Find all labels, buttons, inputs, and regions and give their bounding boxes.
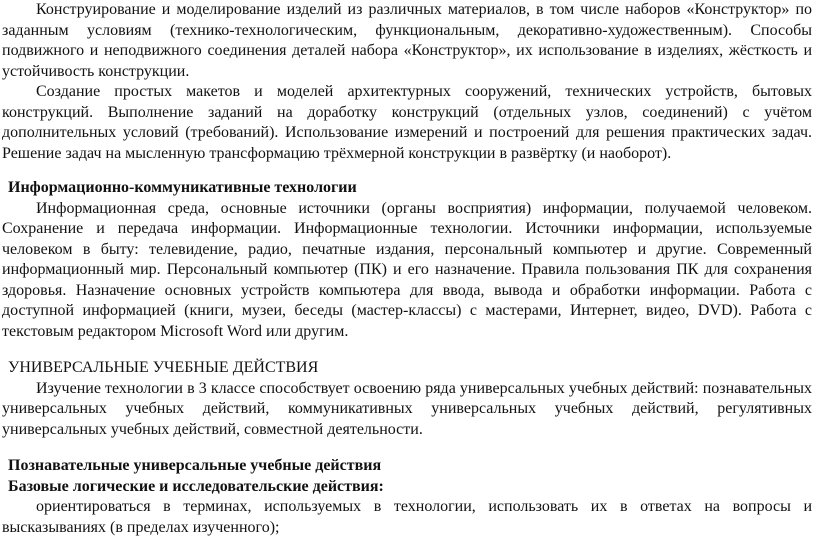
paragraph-information: Информационная среда, основные источники (органы восприятия) информации, получаемой человеком. Сохранение и передача информации. Информационные технологии. Источники информации, используемые человеком в быту: телевидение, радио, печатные издания, персональный компьютер и другие. Современный информационный мир. Персональный компьютер (ПК) и его назначение. Правила пользования ПК для сохранения здоровья. Назначение основных устройств компьютера для ввода, вывода и обработки информации. Работа с доступной информацией (книги, музеи, беседы (мастер-классы) с мастерами, Интернет, видео, DVD). Работа с текстовым редактором Microsoft Word или другим. — [2, 199, 812, 340]
paragraph-terminology: ориентироваться в терминах, используемых в технологии, использовать их в ответах на вопросы и высказываниях (в пределах изученного); — [2, 498, 812, 536]
paragraph-models: Создание простых макетов и моделей архитектурных сооружений, технических устройств, бытовых конструкций. Выполнение заданий на доработку конструкций (отдельных узлов, соединений) с учётом дополнительных условий (требований). Использование измерений и построений для решения практических задач. Решение задач на мысленную трансформацию трёхмерной конструкции в развёртку (и наоборот). — [2, 83, 812, 162]
heading-logical-actions: Базовые логические и исследовательские действия: — [8, 477, 384, 495]
heading-cognitive-actions: Познавательные универсальные учебные действия — [8, 457, 382, 474]
paragraph-universal-actions: Изучение технологии в 3 классе способствует освоению ряда универсальных учебных действий: познавательных универсальных учебных действий, коммуникативных универсальных учебных действий, регулятивных универсальных учебных действий, совместной деятельности. — [2, 379, 812, 438]
paragraph-construction: Конструирование и моделирование изделий из различных материалов, в том числе наборов «Конструктор» по заданным условиям (технико-технологическим, функциональным, декоративно-художественным). Способы подвижного и неподвижного соединения деталей набора «Конструктор», их использование в изделиях, жёсткость и устойчивость конструкции. — [2, 1, 812, 80]
heading-ict: Информационно-коммуникативные технологии — [8, 179, 357, 196]
heading-universal-actions: УНИВЕРСАЛЬНЫЕ УЧЕБНЫЕ ДЕЙСТВИЯ — [8, 359, 319, 376]
